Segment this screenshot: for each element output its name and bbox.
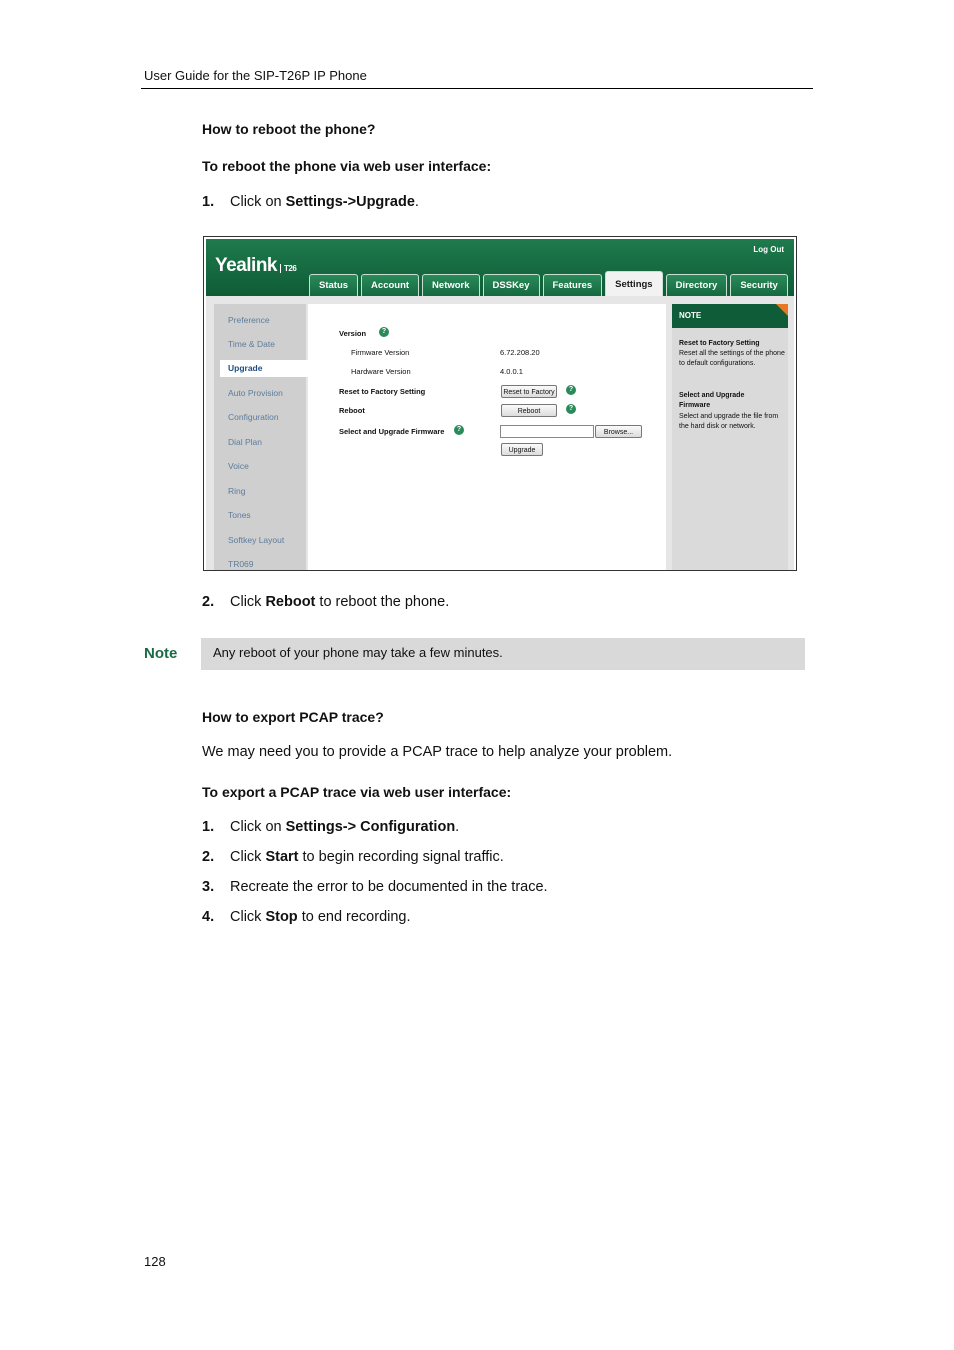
pcap-step-2 [202,849,504,865]
note-upgrade-title: Select and Upgrade Firmware [679,392,745,409]
web-ui-tabs [309,274,788,296]
header-rule [141,88,813,89]
browse-button[interactable]: Browse... [595,425,642,438]
pcap-intro: We may need you to provide a PCAP trace to help analyze your problem. [202,744,673,760]
step-bold-text: Start [265,849,299,865]
sidebar-item-dial-plan[interactable]: Dial Plan [228,437,263,447]
tab-security[interactable]: Security [730,274,788,296]
section-heading-pcap: How to export PCAP trace? [202,709,384,725]
running-header: User Guide for the SIP-T26P IP Phone [144,68,367,83]
upgrade-firmware-label: Select and Upgrade Firmware [339,427,445,436]
note-panel-title: NOTE [672,304,788,328]
upgrade-button[interactable]: Upgrade [501,443,543,456]
step-bold-text: Settings-> Configuration [285,819,456,835]
step-bold-text: Settings->Upgrade [285,194,415,210]
tab-dsskey[interactable]: DSSKey [483,274,540,296]
tab-settings[interactable]: Settings [605,271,662,296]
subheading-pcap-web: To export a PCAP trace via web user interface: [202,784,512,800]
step-text: Click [230,594,266,610]
sidebar-item-time-date[interactable]: Time & Date [228,339,275,349]
step-text-end: to reboot the phone. [315,594,450,610]
sidebar-item-configuration[interactable]: Configuration [228,412,279,422]
sidebar-item-ring[interactable]: Ring [228,486,246,496]
sidebar-item-upgrade[interactable]: Upgrade [220,360,312,377]
reboot-label: Reboot [339,406,365,415]
sidebar-item-voice[interactable]: Voice [228,461,249,471]
yealink-logo: Yealink T26 [215,255,297,276]
pcap-step-4 [202,909,411,925]
note-text: Any reboot of your phone may take a few minutes. [213,645,503,660]
section-heading-reboot: How to reboot the phone? [202,121,376,137]
pcap-step-3 [202,879,548,895]
step-text: Click on [230,819,286,835]
step-text-end: . [455,819,460,835]
step-number: 2. [202,849,215,865]
step-number: 4. [202,909,215,925]
step-number: 1. [202,194,215,210]
reboot-button[interactable]: Reboot [501,404,557,417]
web-ui-sidebar [214,304,306,570]
tab-features[interactable]: Features [543,274,603,296]
note-upgrade-text: Select and upgrade the file from the hard disk or network. [679,413,779,430]
reset-to-factory-button[interactable]: Reset to Factory [501,385,557,398]
step-bold-text: Stop [265,909,298,925]
step-number: 3. [202,879,215,895]
step-text: Recreate the error to be documented in the trace. [230,879,548,895]
firmware-file-input[interactable] [500,425,594,438]
note-label: Note [144,645,178,662]
reset-factory-label: Reset to Factory Setting [339,387,426,396]
logout-link[interactable]: Log Out [753,245,784,254]
help-icon[interactable]: ? [379,327,389,337]
step-text: Click [230,909,266,925]
tab-account[interactable]: Account [361,274,419,296]
sidebar-item-tr069[interactable]: TR069 [228,559,254,569]
step-text-end: to end recording. [297,909,411,925]
sidebar-item-softkey-layout[interactable]: Softkey Layout [228,535,285,545]
subheading-reboot-web: To reboot the phone via web user interface: [202,158,492,174]
help-icon[interactable]: ? [454,425,464,435]
web-ui-screenshot [203,236,797,571]
help-icon[interactable]: ? [566,385,576,395]
pcap-step-1 [202,819,459,835]
step-1-reboot [202,194,419,210]
firmware-version-value: 6.72.208.20 [500,348,540,357]
step-text: Click on [230,194,286,210]
sidebar-item-tones[interactable]: Tones [228,510,251,520]
step-text-end: to begin recording signal traffic. [298,849,504,865]
step-2-reboot [202,594,449,610]
step-text: Click [230,849,266,865]
web-ui-topbar [206,239,794,296]
hardware-version-label: Hardware Version [351,367,411,376]
step-number: 2. [202,594,215,610]
step-number: 1. [202,819,215,835]
note-corner-icon [776,304,788,316]
tab-directory[interactable]: Directory [666,274,728,296]
note-reset-title: Reset to Factory Setting [679,340,760,347]
tab-status[interactable]: Status [309,274,358,296]
sidebar-item-auto-provision[interactable]: Auto Provision [228,388,283,398]
web-ui-main-panel [308,304,666,570]
help-icon[interactable]: ? [566,404,576,414]
tab-network[interactable]: Network [422,274,479,296]
page-number: 128 [144,1254,166,1269]
note-reset-text: Reset all the settings of the phone to default configurations. [679,350,785,367]
version-label: Version [339,329,367,338]
sidebar-item-preference[interactable]: Preference [228,315,270,325]
step-bold-text: Reboot [265,594,316,610]
hardware-version-value: 4.0.0.1 [500,367,523,376]
firmware-version-label: Firmware Version [351,348,410,357]
step-text-end: . [414,194,419,210]
